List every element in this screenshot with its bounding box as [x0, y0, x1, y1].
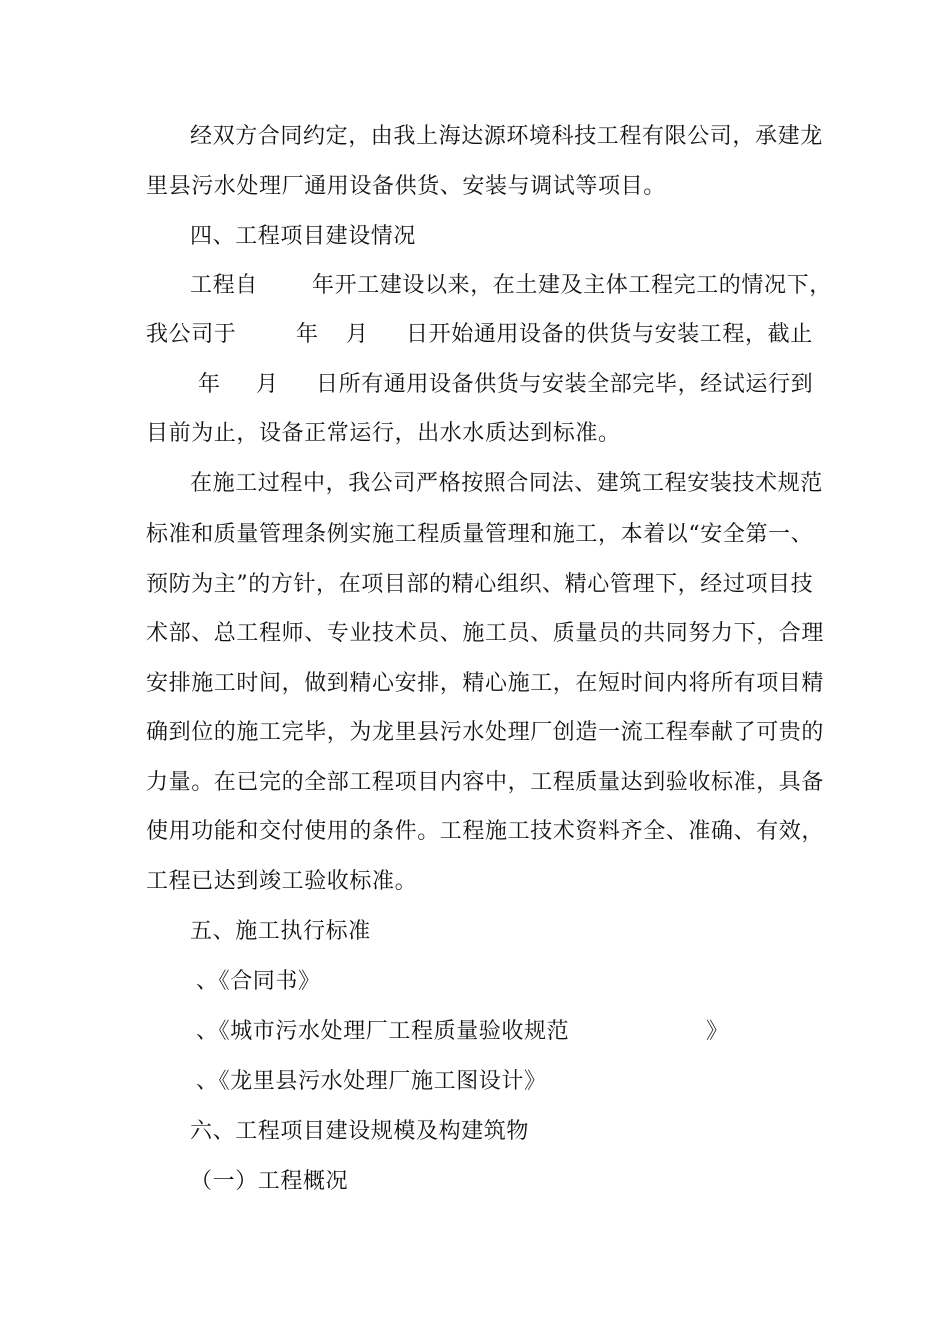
standard-list-item: [146, 1012, 808, 1052]
paragraph-line: 目前为止，设备正常运行，出水水质达到标准。: [146, 421, 621, 446]
text-segment: 、《城市污水处理厂工程质量验收规范: [196, 1019, 570, 1044]
text-segment: 工程自: [190, 273, 258, 298]
paragraph-line: [146, 315, 813, 355]
paragraph-line: [146, 266, 832, 306]
paragraph-line: 确到位的施工完毕，为龙里县污水处理厂创造一流工程奉献了可贵的: [146, 720, 825, 745]
section-heading: 五、施工执行标准: [190, 919, 371, 944]
section-heading: 四、工程项目建设情况: [190, 224, 417, 249]
paragraph-line: 安排施工时间，做到精心安排，精心施工，在短时间内将所有项目精: [146, 671, 825, 696]
text-segment: 年: [198, 372, 221, 397]
paragraph-line: 标准和质量管理条例实施工程质量管理和施工，本着以“安全第一、: [146, 522, 814, 547]
text-segment: 日所有通用设备供货与安装全部完毕，经试运行到: [316, 372, 814, 397]
standard-list-item: 、《合同书》: [196, 969, 321, 994]
paragraph-line: 里县污水处理厂通用设备供货、安装与调试等项目。: [146, 174, 666, 199]
standard-list-item: 、《龙里县污水处理厂施工图设计》: [196, 1069, 547, 1094]
text-segment: 我公司于: [146, 322, 237, 347]
paragraph-line: 术部、总工程师、专业技术员、施工员、质量员的共同努力下，合理: [146, 621, 825, 646]
paragraph-line: [146, 365, 814, 405]
paragraph-line: 使用功能和交付使用的条件。工程施工技术资料齐全、准确、有效，: [146, 819, 825, 844]
text-segment: 月: [346, 322, 369, 347]
text-segment: 月: [256, 372, 279, 397]
text-segment: 年: [296, 322, 319, 347]
subsection-heading: （一）工程概况: [190, 1169, 349, 1194]
paragraph-line: 预防为主”的方针，在项目部的精心组织、精心管理下，经过项目技: [146, 572, 814, 597]
paragraph-line: 力量。在已完的全部工程项目内容中，工程质量达到验收标准，具备: [146, 770, 825, 795]
text-segment: 》: [706, 1019, 729, 1044]
paragraph-line: 经双方合同约定，由我上海达源环境科技工程有限公司，承建龙: [190, 124, 823, 149]
text-segment: 年开工建设以来，在土建及主体工程完工的情况下，: [312, 273, 832, 298]
paragraph-line: 在施工过程中，我公司严格按照合同法、建筑工程安装技术规范: [190, 471, 823, 496]
paragraph-line: 工程已达到竣工验收标准。: [146, 869, 418, 894]
section-heading: 六、工程项目建设规模及构建筑物: [190, 1119, 530, 1144]
text-segment: 日开始通用设备的供货与安装工程，截止: [406, 322, 813, 347]
